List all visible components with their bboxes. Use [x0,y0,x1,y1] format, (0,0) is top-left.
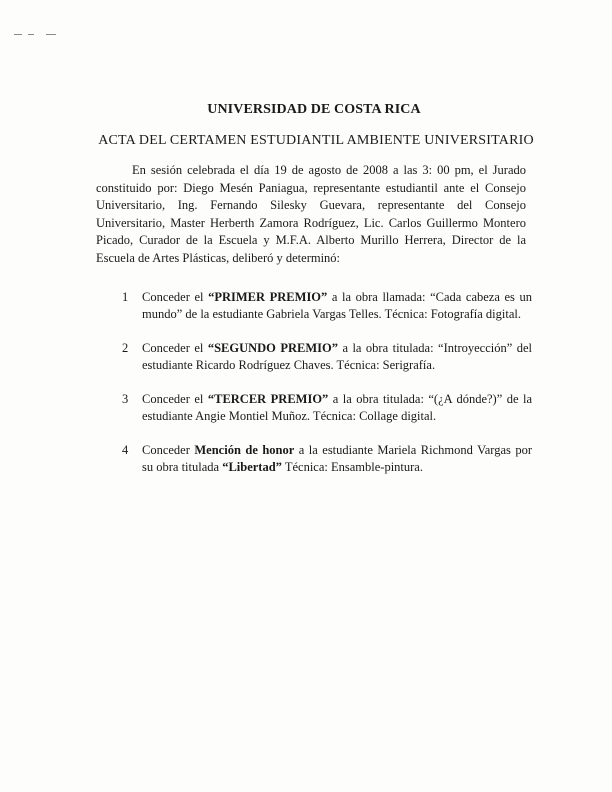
item-text-post: a la obra titulada: “(¿A dónde?)” de la estudiante Angie Montiel Muñoz. Técnica: Collage digital. [142,392,533,423]
item-text-pre: Conceder el [142,341,208,355]
intro-paragraph: En sesión celebrada el día 19 de agosto de 2008 a las 3: 00 pm, el Jurado constituido por: Diego Mesén Paniagua, representante estudiantil ante el Consejo Universitario, Ing. Fernando Silesky Guevara, representante del Consejo Universitario, Master Herberth Zamora Rodríguez, Lic. Carlos Guillermo Montero Picado, Curador de la Escuela y M.F.A. Alberto Murillo Herrera, Director de la Escuela de Artes Plásticas, deliberó y determinó: [96,163,526,265]
resolution-list [122,289,532,493]
artwork-title: “Libertad” [222,460,282,474]
item-number: 4 [122,443,129,457]
award-name: “PRIMER PREMIO” [208,290,328,304]
list-item [122,391,532,425]
award-name: Mención de honor [194,443,295,457]
document-title: ACTA DEL CERTAMEN ESTUDIANTIL AMBIENTE UNIVERSITARIO [98,133,534,148]
item-text-post: a la obra llamada: “Cada cabeza es un mundo” de la estudiante Gabriela Vargas Telles. Técnica: Fotografía digital. [142,290,532,321]
item-text-pre: Conceder el [142,290,209,304]
item-number: 3 [122,392,129,406]
item-text-post: a la obra titulada: “Introyección” del estudiante Ricardo Rodríguez Chaves. Técnica: Serigrafía. [142,341,533,372]
item-number: 1 [122,290,129,304]
item-text-post: a la estudiante Mariela Richmond Vargas por su obra titulada “Libertad” Técnica: Ensamble-pintura. [142,443,532,474]
scan-artifact [14,30,58,40]
item-text-pre: Conceder [142,443,195,457]
award-name: “SEGUNDO PREMIO” [207,341,338,355]
item-text-pre: Conceder el [142,392,208,406]
list-item [122,442,532,476]
award-name: “TERCER PREMIO” [207,392,329,406]
list-item [122,340,532,374]
university-heading: UNIVERSIDAD DE COSTA RICA [207,102,421,117]
item-number: 2 [122,341,129,355]
list-item [122,289,532,323]
